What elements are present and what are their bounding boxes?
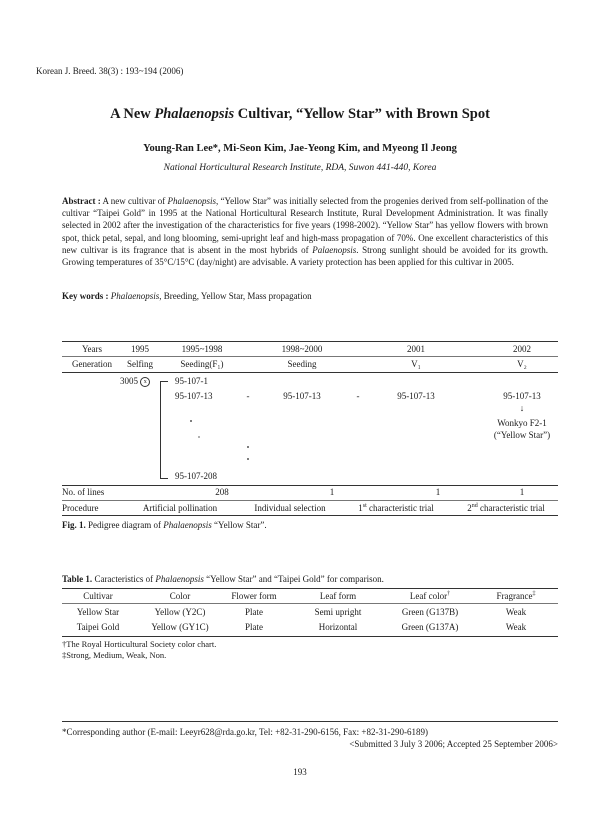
table1-header-text: Leaf form <box>319 591 357 601</box>
abstract-text-1: A new cultivar of <box>100 196 168 206</box>
figure-italic: Phalaenopsis <box>163 520 212 530</box>
ellipsis-dot <box>198 436 200 438</box>
table1-rule-top <box>62 588 558 589</box>
parent-number: 3005 <box>120 376 138 386</box>
pedigree-rule-lines-top <box>62 485 558 486</box>
final-common-name: (“Yellow Star”) <box>493 430 551 440</box>
keywords <box>62 291 548 301</box>
generation-v1: V₁ <box>411 359 421 369</box>
pedigree-rule-bottom <box>62 515 558 516</box>
table1-cell: Green (G137A) <box>401 622 459 632</box>
procedure-trial-2-text: characteristic trial <box>477 503 545 513</box>
procedure-trial-1-text: characteristic trial <box>366 503 434 513</box>
journal-reference: Korean J. Breed. 38(3) : 193~194 (2006) <box>36 66 184 76</box>
figure-label: Fig. 1. <box>62 520 86 530</box>
table1-cell: Yellow Star <box>76 607 120 617</box>
ellipsis-dot <box>247 446 249 448</box>
corresponding-author: *Corresponding author (E-mail: Leeyr628@rda.go.kr, Tel: +82-31-290-6156, Fax: +82-31-290-6189) <box>62 727 428 737</box>
year-2002: 2002 <box>513 344 531 354</box>
abstract-text-3: . Strong sunlight should be avoided for its growth. Growing temperatures of 35°C/15°C (day/night) are advisable. A variety protection has been applied for this cultivar in 2005. <box>62 244 548 268</box>
abstract-label: Abstract : <box>62 196 101 206</box>
keywords-label: Key words : <box>62 291 109 301</box>
footnote-color-chart: †The Royal Horticultural Society color chart. <box>62 639 217 649</box>
table1-header-flower-form <box>210 591 298 601</box>
self-cross-icon: x <box>140 377 150 387</box>
line-95-107-208: 95-107-208 <box>175 471 217 481</box>
bracket-vertical <box>160 381 161 478</box>
table-label: Table 1. <box>62 574 93 584</box>
title-genus: Phalaenopsis <box>154 106 235 122</box>
procedure-label: Procedure <box>62 503 99 513</box>
procedure-trial-1-ord: st <box>362 503 367 509</box>
ellipsis-dot <box>247 458 249 460</box>
figure-text-1: Pedigree diagram of <box>85 520 164 530</box>
table1-cell: Plate <box>245 622 263 632</box>
bracket-bottom-tick <box>160 478 168 479</box>
nolines-v1: 1 <box>435 487 441 497</box>
abstract-italic-1: Phalaenopsis <box>167 196 216 206</box>
year-2001: 2001 <box>407 344 425 354</box>
generation-seeding: Seeding <box>287 359 317 369</box>
table1-cell: Taipei Gold <box>76 622 120 632</box>
table-caption-italic: Phalaenopsis <box>155 574 204 584</box>
generation-selfing: Selfing <box>127 359 153 369</box>
table1-header-text: Cultivar <box>83 591 113 601</box>
procedure-trial-1-num: 1 <box>358 503 363 513</box>
table1-header-text: Fragrance <box>496 591 533 601</box>
nolines-f1: 208 <box>215 487 229 497</box>
table1-cell: Weak <box>505 607 527 617</box>
line-1998-2000: 95-107-13 <box>283 391 321 401</box>
year-1998-2000: 1998~2000 <box>281 344 323 354</box>
footnote-mark: ‡ <box>532 591 536 597</box>
keywords-rest: , Breeding, Yellow Star, Mass propagation <box>159 291 312 301</box>
procedure-pollination: Artificial pollination <box>142 503 218 513</box>
table1-cell: Plate <box>245 607 263 617</box>
line-95-107-1: 95-107-1 <box>175 376 208 386</box>
table1-cell: Yellow (GY1C) <box>151 622 209 632</box>
ellipsis-dot <box>190 420 192 422</box>
table1-rule-bottom <box>62 636 558 637</box>
abstract-italic-2: Palaenopsis <box>312 244 357 255</box>
procedure-selection: Individual selection <box>254 503 326 513</box>
generation-label: Generation <box>72 359 112 369</box>
footnote-mark: † <box>447 591 451 597</box>
keywords-italic: Phalaenopsis <box>110 291 160 301</box>
table-caption-text-1: Caracteristics of <box>92 574 156 584</box>
title-post: Cultivar, “Yellow Star” with Brown Spot <box>234 106 490 122</box>
table1-rule-mid <box>62 603 558 604</box>
page-number: 193 <box>293 767 307 777</box>
nolines-label: No. of lines <box>62 487 105 497</box>
figure-text-2: “Yellow Star”. <box>211 520 267 530</box>
table1-header-text: Flower form <box>231 591 277 601</box>
dash-2: - <box>356 391 360 401</box>
year-1995-1998: 1995~1998 <box>181 344 223 354</box>
generation-v2: V₂ <box>517 359 527 369</box>
pedigree-rule-header-bottom <box>62 372 558 373</box>
final-line-name: Wonkyo F2-1 <box>497 418 547 428</box>
author-list: Young-Ran Lee*, Mi-Seon Kim, Jae-Yeong Kim, and Myeong Il Jeong <box>143 143 457 154</box>
table1-cell: Green (G137B) <box>401 607 459 617</box>
pedigree-rule-lines-bottom <box>62 500 558 501</box>
title-pre: A New <box>110 106 155 122</box>
table1-header-text: Color <box>169 591 191 601</box>
figure-caption <box>62 520 267 530</box>
table1-header-fragrance <box>472 591 560 601</box>
nolines-seeding: 1 <box>329 487 335 497</box>
affiliation: National Horticultural Research Institute, RDA, Suwon 441-440, Korea <box>163 163 437 173</box>
table-caption <box>62 574 384 584</box>
bracket-top-tick <box>160 381 168 382</box>
table1-cell: Weak <box>505 622 527 632</box>
footnote-fragrance: ‡Strong, Medium, Weak, Non. <box>62 650 167 660</box>
abstract <box>62 195 548 268</box>
table1-header-leaf-color <box>382 591 478 601</box>
generation-f1: Seeding(F₁) <box>180 359 224 369</box>
abstract-text-2: , “Yellow Star” was initially selected from the progenies derived from self-pollination of the cultivar “Taipei Gold” in 1995 at the National Horticultural Research Institute, Rural Development Administration. It was finally selected in 2002 after the investigation of the characteristics for five years (1998-2002). “Yellow Star” has yellow flowers with brown spot, thick petal, sepal, and long blooming, semi-upright leaf and high-mass propagation of 70%. One excellent characteristics of this new cultivar is its fragrance that is absent in the most hybrids of <box>62 196 548 255</box>
parent-cultivar <box>120 376 150 387</box>
paper-title <box>0 106 600 123</box>
table-caption-text-2: “Yellow Star” and “Taipei Gold” for comparison. <box>203 574 384 584</box>
dash-1: - <box>246 391 250 401</box>
nolines-v2: 1 <box>519 487 525 497</box>
procedure-trial-2-ord: nd <box>471 503 478 509</box>
years-label: Years <box>81 344 103 354</box>
line-95-107-13: 95-107-13 <box>175 391 213 401</box>
table1-cell: Semi upright <box>314 607 362 617</box>
footer-rule <box>62 721 558 722</box>
table1-header-cultivar <box>62 591 134 601</box>
table1-cell: Yellow (Y2C) <box>154 607 206 617</box>
line-2002: 95-107-13 <box>503 391 541 401</box>
pedigree-rule-top <box>62 341 558 342</box>
table1-cell: Horizontal <box>318 622 358 632</box>
table1-header-leaf-form <box>296 591 380 601</box>
procedure-trial-2-num: 2 <box>467 503 472 513</box>
table1-header-text: Leaf color <box>409 591 448 601</box>
year-1995: 1995 <box>131 344 149 354</box>
line-2001: 95-107-13 <box>397 391 435 401</box>
procedure-trial-2 <box>452 503 560 513</box>
submission-dates: <Submitted 3 July 3 2006; Accepted 25 September 2006> <box>349 739 558 749</box>
procedure-trial-1 <box>340 503 452 513</box>
pedigree-rule-mid <box>62 356 558 357</box>
down-arrow-icon: ↓ <box>519 403 525 413</box>
